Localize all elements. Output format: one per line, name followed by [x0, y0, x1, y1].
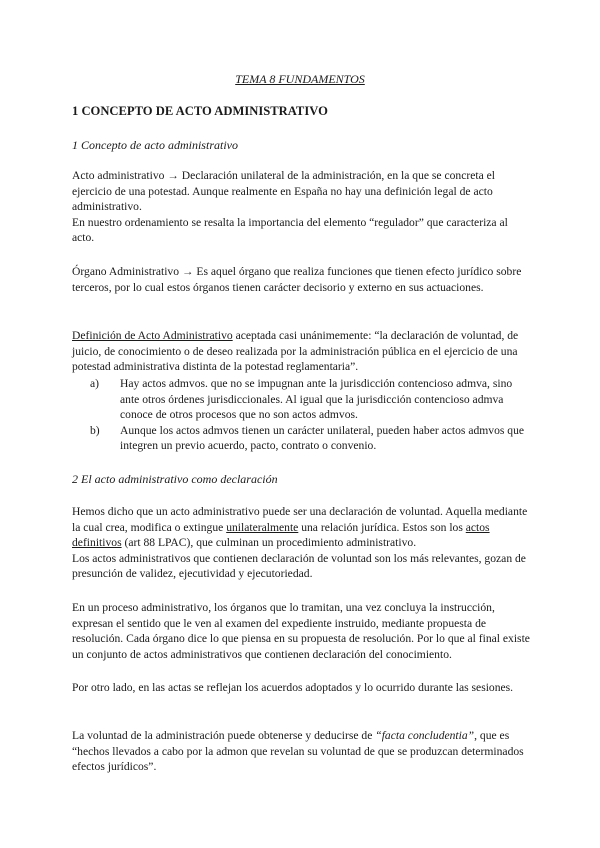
- underlined-term: actos definitivos: [72, 520, 490, 550]
- paragraph-text: Los actos administrativos que contienen declaración de voluntad son los más relevantes, gozan de presunción de validez, ejecutividad y ejecutoriedad.: [72, 551, 526, 581]
- underlined-term: Definición de Acto Administrativo: [72, 329, 233, 342]
- paragraph-definicion-acto: [72, 328, 532, 375]
- paragraph-text: [72, 504, 532, 551]
- subsection-heading: 2 El acto administrativo como declaración: [72, 472, 278, 486]
- text-run: Hemos dicho que un acto administrativo puede ser una declaración de voluntad. Aquella mediante la cual crea, modifica o extingue: [72, 505, 528, 534]
- paragraph-proceso: En un proceso administrativo, los órganos que lo tramitan, una vez concluya la instrucción, expresan el sentido que le ven al examen del expediente instruido, mediante propuesta de resolución. Cada órgano dice lo que piensa en su propuesta de resolución. Por lo que al final existe un conjunto de actos administrativos que contienen declaración del conocimiento.: [72, 601, 530, 661]
- section-heading: 1 CONCEPTO DE ACTO ADMINISTRATIVO: [72, 104, 328, 118]
- italic-term: “facta concludentia”: [375, 729, 475, 742]
- subsection-heading: 1 Concepto de acto administrativo: [72, 138, 238, 152]
- list-marker: a): [90, 377, 100, 390]
- paragraph-acto-definicion: [72, 168, 532, 246]
- paragraph-voluntad: [72, 728, 532, 775]
- paragraph-actas: Por otro lado, en las actas se reflejan los acuerdos adoptados y lo ocurrido durante las sesiones.: [72, 681, 514, 694]
- list-marker: b): [90, 423, 100, 437]
- list-item-text: Aunque los actos admvos tienen un carácter unilateral, pueden haber actos admvos que integren un previo acuerdo, pacto, contrato o convenio.: [120, 423, 525, 453]
- paragraph-declaracion: [72, 504, 532, 582]
- paragraph-organo: Órgano Administrativo → Es aquel órgano que realiza funciones que tienen efecto jurídico sobre terceros, por lo cual estos órganos tienen carácter decisorio y externo en sus actuaciones.: [72, 265, 522, 294]
- list-item: [90, 423, 530, 454]
- underlined-term: unilateralmente: [226, 520, 299, 534]
- paragraph-text: En nuestro ordenamiento se resalta la importancia del elemento “regulador” que caracteriza al acto.: [72, 215, 508, 245]
- paragraph-text: aceptada casi unánimemente: “la declaración de voluntad, de juicio, de conocimiento o de deseo realizada por la administración pública en el ejercicio de una potestad administrativa distinta de la potestad reglamentaria”.: [72, 329, 519, 374]
- paragraph-text: Acto administrativo → Declaración unilateral de la administración, en la que se concreta el ejercicio de una potestad. Aunque realmente en España no hay una definición legal de acto administrativo.: [72, 169, 496, 214]
- text-run: (art 88 LPAC), que culminan un procedimiento administrativo.: [121, 536, 417, 550]
- list-item-text: Hay actos admvos. que no se impugnan ante la jurisdicción contencioso admva, sino ante otros órdenes jurisdiccionales. Al igual que la jurisdicción contencioso admva conoce de otros procesos que no son actos admvos.: [120, 377, 513, 422]
- list-item: [90, 376, 530, 423]
- definition-list: [90, 376, 530, 454]
- text-run: La voluntad de la administración puede obtenerse y deducirse de: [72, 729, 376, 742]
- text-run: una relación jurídica. Estos son los: [298, 520, 466, 534]
- text-run: , que es “hechos llevados a cabo por la admon que revelan su voluntad de que se produzcan determinados efectos jurídicos”.: [72, 729, 524, 774]
- document-title: TEMA 8 FUNDAMENTOS: [235, 72, 365, 86]
